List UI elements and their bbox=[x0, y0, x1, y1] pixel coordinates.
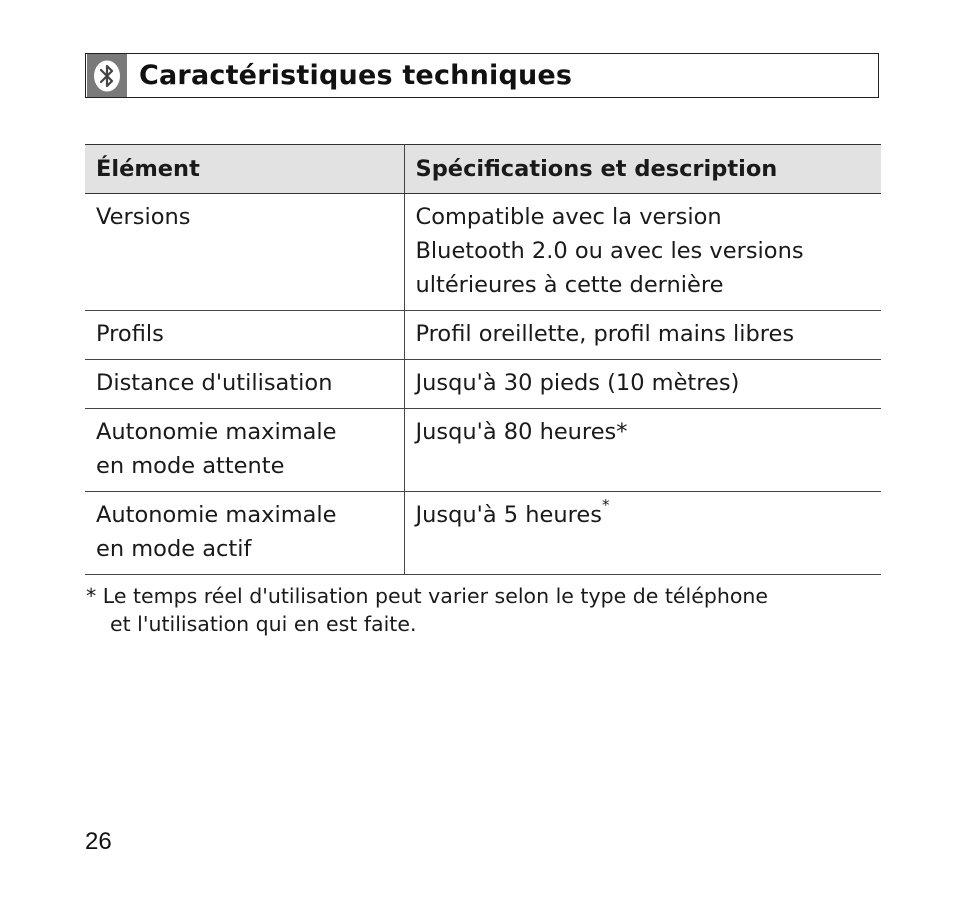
column-header-element: Élément bbox=[85, 145, 404, 194]
table-row bbox=[85, 360, 881, 409]
footnote-marker: * bbox=[601, 495, 610, 514]
row-spec-line bbox=[415, 495, 882, 532]
row-spec bbox=[404, 492, 881, 575]
row-item bbox=[85, 492, 404, 575]
row-item-line: Versions bbox=[96, 204, 191, 230]
row-spec bbox=[404, 409, 881, 492]
row-spec-line: Profil oreillette, profil mains libres bbox=[415, 321, 795, 347]
page-title: Caractéristiques techniques bbox=[139, 60, 573, 91]
row-spec-line: Jusqu'à 80 heures* bbox=[415, 419, 628, 445]
bluetooth-icon bbox=[87, 54, 127, 97]
table-row bbox=[85, 409, 881, 492]
row-item-line: Distance d'utilisation bbox=[96, 370, 333, 396]
row-spec bbox=[404, 194, 881, 311]
row-spec bbox=[404, 360, 881, 409]
footnote-line: * Le temps réel d'utilisation peut varier selon le type de téléphone bbox=[86, 584, 768, 608]
table-row bbox=[85, 492, 881, 575]
row-item bbox=[85, 194, 404, 311]
column-header-specs: Spécifications et description bbox=[404, 145, 881, 194]
footnote bbox=[86, 582, 886, 638]
row-item bbox=[85, 311, 404, 360]
table-row bbox=[85, 194, 881, 311]
table-row bbox=[85, 311, 881, 360]
row-spec-line: Jusqu'à 30 pieds (10 mètres) bbox=[415, 370, 740, 396]
row-item bbox=[85, 409, 404, 492]
row-spec-line: Bluetooth 2.0 ou avec les versions bbox=[415, 238, 804, 264]
row-item-line: en mode actif bbox=[96, 536, 252, 562]
section-title-box bbox=[85, 53, 879, 98]
row-spec bbox=[404, 311, 881, 360]
row-item-line: Autonomie maximale bbox=[96, 502, 337, 528]
table-header-row bbox=[85, 145, 881, 194]
row-item bbox=[85, 360, 404, 409]
row-spec-line: ultérieures à cette dernière bbox=[415, 272, 724, 298]
row-spec-line: Compatible avec la version bbox=[415, 204, 722, 230]
row-item-line: Profils bbox=[96, 321, 164, 347]
footnote-line: et l'utilisation qui en est faite. bbox=[110, 612, 417, 636]
spec-table bbox=[85, 144, 881, 575]
page-number: 26 bbox=[85, 828, 112, 855]
row-item-line: Autonomie maximale bbox=[96, 419, 337, 445]
row-spec-text: Jusqu'à 5 heures bbox=[415, 502, 602, 528]
row-item-line: en mode attente bbox=[96, 453, 285, 479]
